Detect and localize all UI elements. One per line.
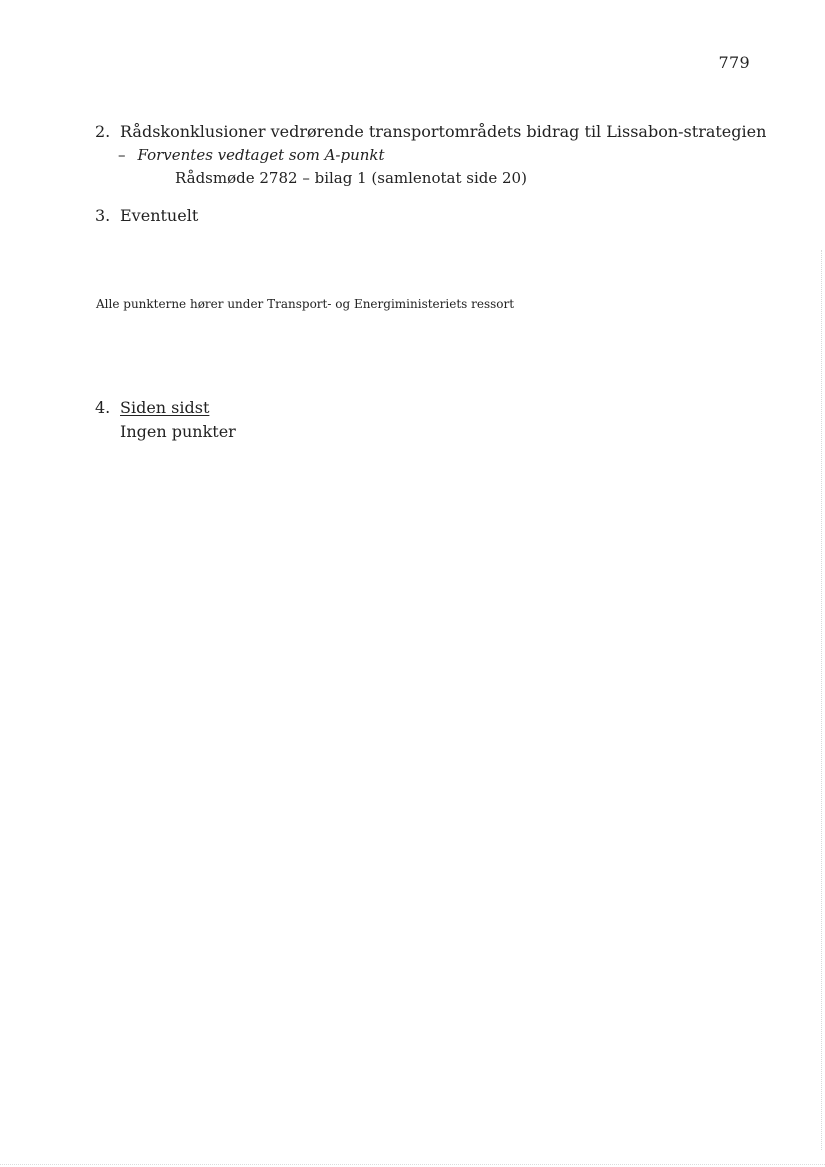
scan-edge-bottom <box>0 1163 825 1165</box>
item-title: Siden sidst <box>120 398 210 417</box>
item-title: Eventuelt <box>120 206 199 225</box>
sub-dash: – <box>118 146 126 164</box>
item-number: 3. <box>95 206 111 225</box>
ressort-note: Alle punkterne hører under Transport- og Energiministeriets ressort <box>96 297 515 311</box>
page-number: 779 <box>718 53 750 72</box>
item-reference: Rådsmøde 2782 – bilag 1 (samlenotat side 20) <box>175 169 527 187</box>
item-detail: Ingen punkter <box>120 422 236 441</box>
item-status: Forventes vedtaget som A-punkt <box>137 146 385 164</box>
scan-edge-right <box>820 250 822 1150</box>
item-number: 2. <box>95 122 111 141</box>
item-number: 4. <box>95 398 111 417</box>
item-title: Rådskonklusioner vedrørende transportområdets bidrag til Lissabon-strategien <box>120 122 767 141</box>
item-sub-line <box>118 145 385 165</box>
